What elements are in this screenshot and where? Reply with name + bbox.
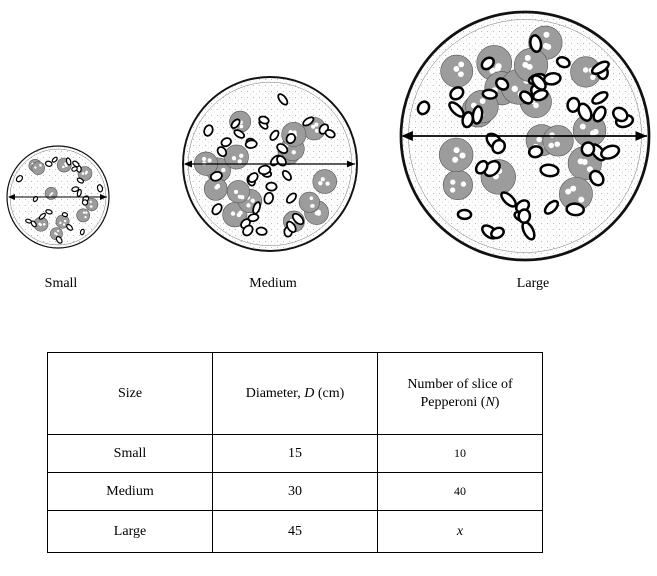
- header-diameter: Diameter, D (cm): [213, 353, 378, 435]
- pepperoni-slice: [313, 170, 337, 194]
- medium-pizza-label: Medium: [249, 276, 297, 291]
- cell-diameter: 45: [213, 511, 378, 553]
- cell-size: Small: [48, 435, 213, 473]
- cell-slices: 40: [378, 473, 543, 511]
- pizza-size-table: [47, 352, 543, 553]
- pepperoni-slice: [299, 192, 319, 212]
- cell-size: Medium: [48, 473, 213, 511]
- header-slices: Number of slice of Pepperoni (N): [378, 353, 543, 435]
- cell-size: Large: [48, 511, 213, 553]
- pepperoni-slice: [543, 126, 574, 157]
- pepperoni-slice: [439, 138, 473, 172]
- table-header-row: [48, 353, 543, 435]
- large-pizza: [401, 12, 649, 260]
- cell-diameter: 30: [213, 473, 378, 511]
- header-size: Size: [48, 353, 213, 435]
- table-row: [48, 435, 543, 473]
- small-pizza: [7, 146, 109, 248]
- pepperoni-slice: [77, 209, 90, 222]
- pepperoni-slice: [227, 180, 249, 202]
- pepperoni-slice: [224, 145, 248, 169]
- table-row: [48, 511, 543, 553]
- pepperoni-slice: [32, 162, 45, 175]
- pepperoni-slice: [443, 170, 472, 199]
- cell-diameter: 15: [213, 435, 378, 473]
- large-pizza-label: Large: [516, 276, 550, 291]
- medium-pizza: [183, 77, 357, 251]
- table-row: [48, 473, 543, 511]
- cell-slices: 10: [378, 435, 543, 473]
- cell-slices: x: [378, 511, 543, 553]
- small-pizza-label: Small: [44, 276, 78, 291]
